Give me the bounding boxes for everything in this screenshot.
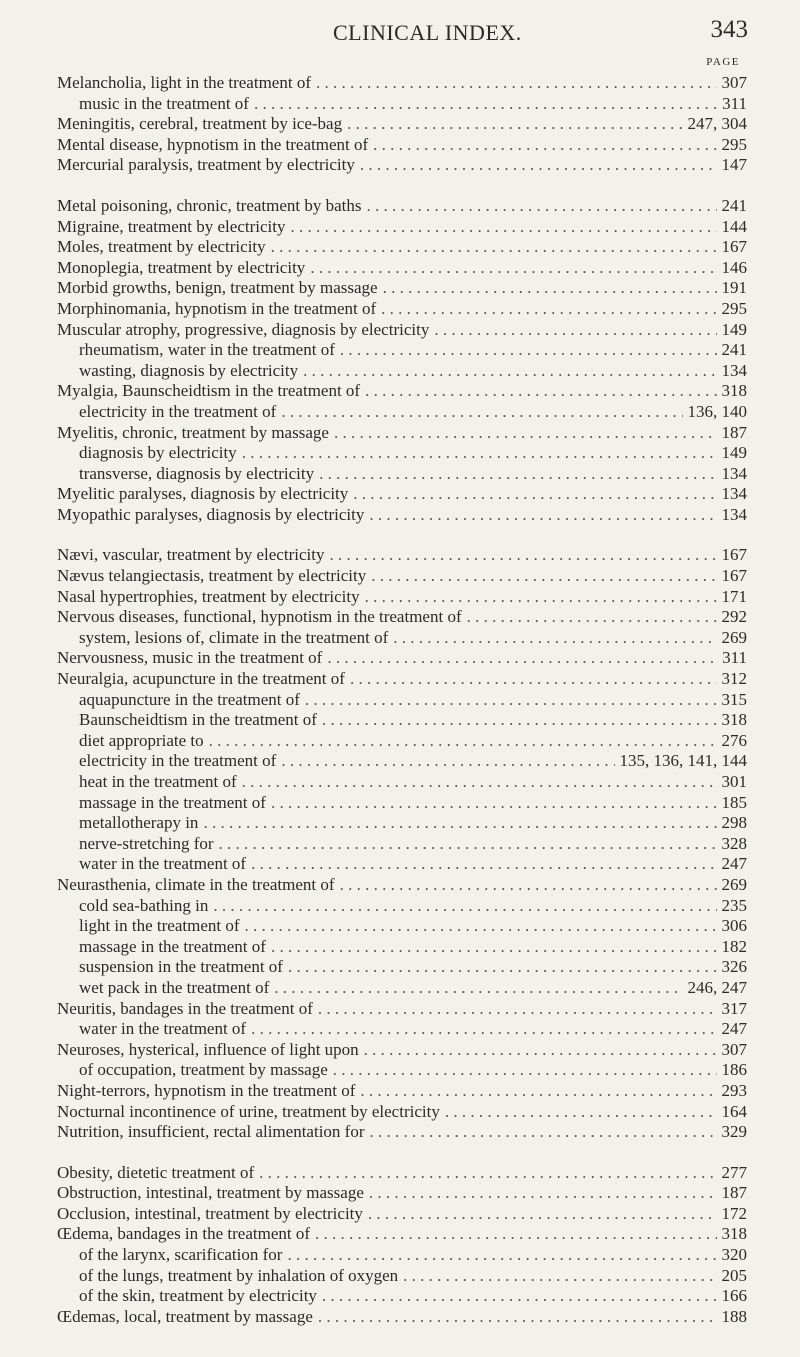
dot-leader	[242, 772, 717, 793]
index-entry	[57, 423, 747, 444]
index-subentry	[57, 772, 747, 793]
dot-leader	[287, 1245, 716, 1266]
entry-term: music in the treatment of	[79, 93, 249, 113]
entry-term: suspension in the treatment of	[79, 957, 283, 977]
dot-leader	[219, 834, 717, 855]
dot-leader	[310, 258, 716, 279]
index-entry	[57, 1163, 747, 1184]
entry-pages: 326	[721, 957, 747, 977]
dot-leader	[333, 1060, 717, 1081]
entry-pages: 187	[721, 422, 747, 442]
dot-leader	[367, 196, 717, 217]
entry-pages: 164	[721, 1101, 747, 1121]
entry-term: Œdemas, local, treatment by massage	[57, 1306, 313, 1326]
entry-pages: 171	[721, 586, 747, 606]
index-subentry	[57, 340, 747, 361]
index-subentry	[57, 94, 747, 115]
dot-leader	[318, 999, 717, 1020]
dot-leader	[290, 217, 716, 238]
entry-term: water in the treatment of	[79, 1019, 247, 1039]
index-subentry	[57, 957, 747, 978]
dot-leader	[340, 340, 717, 361]
entry-term: Nutrition, insufficient, rectal alimentation for	[57, 1122, 365, 1142]
entry-pages: 295	[721, 298, 747, 318]
entry-term: of the larynx, scarification for	[79, 1245, 283, 1265]
index-entry	[57, 999, 747, 1020]
index-subentry	[57, 937, 747, 958]
entry-pages: 149	[721, 319, 747, 339]
index-entry	[57, 196, 747, 217]
index-subentry	[57, 690, 747, 711]
entry-term: Obesity, dietetic treatment of	[57, 1162, 255, 1182]
entry-pages: 144	[721, 216, 747, 236]
entry-pages: 188	[721, 1306, 747, 1326]
index-entry	[57, 381, 747, 402]
index-entry	[57, 1204, 747, 1225]
dot-leader	[322, 710, 717, 731]
group-separator	[57, 176, 747, 196]
index-entry	[57, 587, 747, 608]
dot-leader	[271, 793, 717, 814]
dot-leader	[274, 978, 682, 999]
entry-term: Mental disease, hypnotism in the treatment of	[57, 134, 369, 154]
entry-pages: 241	[721, 195, 747, 215]
entry-pages: 277	[721, 1162, 747, 1182]
entry-term: Neuritis, bandages in the treatment of	[57, 998, 313, 1018]
dot-leader	[350, 669, 717, 690]
entry-pages: 317	[721, 998, 747, 1018]
entry-term: of occupation, treatment by massage	[79, 1060, 328, 1080]
index-subentry	[57, 793, 747, 814]
dot-leader	[370, 1122, 717, 1143]
entry-term: Meningitis, cerebral, treatment by ice-bag	[57, 114, 343, 134]
dot-leader	[360, 1081, 716, 1102]
entry-term: massage in the treatment of	[79, 792, 266, 812]
entry-pages: 247	[721, 854, 747, 874]
dot-leader	[393, 628, 716, 649]
dot-leader	[347, 114, 682, 135]
entry-pages: 134	[721, 360, 747, 380]
entry-term: transverse, diagnosis by electricity	[79, 463, 315, 483]
index-entry	[57, 1040, 747, 1061]
dot-leader	[368, 1204, 717, 1225]
entry-term: Morphinomania, hypnotism in the treatment of	[57, 298, 377, 318]
dot-leader	[213, 896, 716, 917]
entry-pages: 315	[721, 689, 747, 709]
index-entry	[57, 320, 747, 341]
dot-leader	[303, 361, 716, 382]
index-subentry	[57, 710, 747, 731]
entry-term: wasting, diagnosis by electricity	[79, 360, 299, 380]
entry-term: electricity in the treatment of	[79, 751, 277, 771]
entry-pages: 167	[721, 545, 747, 565]
entry-pages: 241	[721, 340, 747, 360]
entry-pages: 311	[722, 648, 747, 668]
index-subentry	[57, 361, 747, 382]
entry-term: of the lungs, treatment by inhalation of oxygen	[79, 1265, 399, 1285]
dot-leader	[281, 402, 682, 423]
entry-term: Nasal hypertrophies, treatment by electricity	[57, 586, 360, 606]
entry-pages: 307	[721, 1039, 747, 1059]
entry-pages: 167	[721, 237, 747, 257]
entry-pages: 149	[721, 443, 747, 463]
entry-term: Neuroses, hysterical, influence of light upon	[57, 1039, 359, 1059]
index-entry	[57, 566, 747, 587]
entry-term: Moles, treatment by electricity	[57, 237, 266, 257]
dot-leader	[254, 94, 717, 115]
index-entry	[57, 484, 747, 505]
index-entry	[57, 607, 747, 628]
entry-term: Night-terrors, hypnotism in the treatment of	[57, 1080, 356, 1100]
entry-pages: 318	[721, 381, 747, 401]
entry-pages: 298	[721, 813, 747, 833]
entry-term: Myalgia, Baunscheidtism in the treatment of	[57, 381, 361, 401]
index-entry	[57, 258, 747, 279]
entry-term: Monoplegia, treatment by electricity	[57, 257, 306, 277]
entry-term: Migraine, treatment by electricity	[57, 216, 286, 236]
entry-term: Morbid growths, benign, treatment by massage	[57, 278, 378, 298]
entry-pages: 134	[721, 463, 747, 483]
entry-term: Metal poisoning, chronic, treatment by baths	[57, 195, 362, 215]
dot-leader	[209, 731, 717, 752]
index-subentry	[57, 813, 747, 834]
dot-leader	[434, 320, 716, 341]
dot-leader	[288, 957, 717, 978]
index-entry	[57, 217, 747, 238]
entry-term: Obstruction, intestinal, treatment by massage	[57, 1183, 364, 1203]
running-title: CLINICAL INDEX.	[333, 20, 522, 45]
index-entry	[57, 875, 747, 896]
index-subentry	[57, 464, 747, 485]
entry-pages: 136, 140	[687, 401, 747, 421]
dot-leader	[365, 587, 717, 608]
index-entry	[57, 1122, 747, 1143]
entry-pages: 318	[721, 1224, 747, 1244]
entry-pages: 187	[721, 1183, 747, 1203]
entry-pages: 329	[721, 1122, 747, 1142]
entry-term: system, lesions of, climate in the treatment of	[79, 627, 389, 647]
entry-term: Baunscheidtism in the treatment of	[79, 710, 317, 730]
index-subentry	[57, 854, 747, 875]
entry-pages: 269	[721, 627, 747, 647]
entry-term: Muscular atrophy, progressive, diagnosis by electricity	[57, 319, 430, 339]
dot-leader	[319, 464, 716, 485]
index-subentry	[57, 1266, 747, 1287]
entry-pages: 135, 136, 141, 144	[619, 751, 747, 771]
index-subentry	[57, 896, 747, 917]
index-entry	[57, 669, 747, 690]
entry-term: light in the treatment of	[79, 916, 240, 936]
index-entry	[57, 1183, 747, 1204]
index-subentry	[57, 1245, 747, 1266]
dot-leader	[242, 443, 717, 464]
dot-leader	[315, 1224, 716, 1245]
dot-leader	[259, 1163, 716, 1184]
entry-term: Myopathic paralyses, diagnosis by electricity	[57, 504, 365, 524]
index-entry	[57, 135, 747, 156]
entry-term: Nervousness, music in the treatment of	[57, 648, 323, 668]
dot-leader	[329, 545, 716, 566]
dot-leader	[445, 1102, 717, 1123]
dot-leader	[316, 73, 717, 94]
entry-term: electricity in the treatment of	[79, 401, 277, 421]
page-number: 343	[710, 16, 748, 43]
entry-term: diagnosis by electricity	[79, 443, 237, 463]
dot-leader	[318, 1307, 717, 1328]
entry-term: cold sea-bathing in	[79, 895, 209, 915]
page-column-label: PAGE	[706, 56, 740, 68]
dot-leader	[369, 1183, 717, 1204]
index-subentry	[57, 1286, 747, 1307]
dot-leader	[322, 1286, 717, 1307]
index-subentry	[57, 751, 747, 772]
entry-term: massage in the treatment of	[79, 936, 266, 956]
dot-leader	[369, 505, 716, 526]
group-separator	[57, 525, 747, 545]
entry-term: Mercurial paralysis, treatment by electricity	[57, 155, 355, 175]
page-header	[0, 14, 800, 50]
entry-term: Myelitis, chronic, treatment by massage	[57, 422, 329, 442]
index-entry	[57, 73, 747, 94]
entry-pages: 167	[721, 566, 747, 586]
dot-leader	[327, 648, 717, 669]
index-subentry	[57, 834, 747, 855]
entry-pages: 146	[721, 257, 747, 277]
entry-pages: 318	[721, 710, 747, 730]
entry-pages: 166	[721, 1286, 747, 1306]
index-subentry	[57, 443, 747, 464]
entry-pages: 235	[721, 895, 747, 915]
entry-pages: 247	[721, 1019, 747, 1039]
dot-leader	[371, 566, 716, 587]
entry-pages: 247, 304	[687, 114, 747, 134]
entry-pages: 276	[721, 730, 747, 750]
entry-pages: 328	[721, 833, 747, 853]
entry-term: diet appropriate to	[79, 730, 204, 750]
entry-pages: 182	[721, 936, 747, 956]
entry-term: wet pack in the treatment of	[79, 977, 270, 997]
dot-leader	[353, 484, 716, 505]
entry-term: Myelitic paralyses, diagnosis by electricity	[57, 484, 349, 504]
entry-term: Melancholia, light in the treatment of	[57, 73, 311, 92]
index-subentry	[57, 731, 747, 752]
entry-pages: 320	[721, 1245, 747, 1265]
entry-pages: 147	[721, 155, 747, 175]
entry-pages: 172	[721, 1203, 747, 1223]
index-subentry	[57, 1019, 747, 1040]
entry-pages: 293	[721, 1080, 747, 1100]
index-entry	[57, 114, 747, 135]
dot-leader	[251, 854, 716, 875]
index-subentry	[57, 916, 747, 937]
dot-leader	[360, 155, 717, 176]
index-list	[57, 73, 747, 1327]
dot-leader	[381, 299, 716, 320]
index-entry	[57, 155, 747, 176]
index-entry	[57, 1224, 747, 1245]
index-subentry	[57, 402, 747, 423]
dot-leader	[365, 381, 716, 402]
dot-leader	[364, 1040, 717, 1061]
dot-leader	[271, 237, 717, 258]
entry-pages: 134	[721, 504, 747, 524]
index-subentry	[57, 978, 747, 999]
dot-leader	[373, 135, 716, 156]
entry-pages: 205	[721, 1265, 747, 1285]
dot-leader	[334, 423, 717, 444]
dot-leader	[340, 875, 717, 896]
dot-leader	[245, 916, 717, 937]
entry-pages: 191	[721, 278, 747, 298]
entry-term: aquapuncture in the treatment of	[79, 689, 300, 709]
entry-pages: 134	[721, 484, 747, 504]
dot-leader	[305, 690, 717, 711]
dot-leader	[251, 1019, 716, 1040]
entry-term: metallotherapy in	[79, 813, 199, 833]
entry-pages: 292	[721, 607, 747, 627]
entry-term: rheumatism, water in the treatment of	[79, 340, 335, 360]
entry-term: Nævus telangiectasis, treatment by electricity	[57, 566, 367, 586]
entry-pages: 185	[721, 792, 747, 812]
entry-term: of the skin, treatment by electricity	[79, 1286, 317, 1306]
dot-leader	[281, 751, 614, 772]
entry-pages: 312	[721, 669, 747, 689]
entry-pages: 306	[721, 916, 747, 936]
index-entry	[57, 278, 747, 299]
index-entry	[57, 299, 747, 320]
dot-leader	[271, 937, 717, 958]
index-entry	[57, 1307, 747, 1328]
entry-term: Nervous diseases, functional, hypnotism in the treatment of	[57, 607, 462, 627]
group-separator	[57, 1143, 747, 1163]
entry-pages: 246, 247	[687, 977, 747, 997]
index-entry	[57, 505, 747, 526]
entry-term: Œdema, bandages in the treatment of	[57, 1224, 311, 1244]
entry-term: Nævi, vascular, treatment by electricity	[57, 545, 325, 565]
entry-term: Neurasthenia, climate in the treatment of	[57, 874, 335, 894]
entry-term: water in the treatment of	[79, 854, 247, 874]
dot-leader	[467, 607, 717, 628]
entry-term: nerve-stretching for	[79, 833, 214, 853]
dot-leader	[383, 278, 717, 299]
entry-term: Neuralgia, acupuncture in the treatment of	[57, 669, 345, 689]
index-entry	[57, 545, 747, 566]
index-subentry	[57, 1060, 747, 1081]
entry-pages: 269	[721, 874, 747, 894]
entry-term: Nocturnal incontinence of urine, treatment by electricity	[57, 1101, 440, 1121]
entry-pages: 311	[722, 93, 747, 113]
index-entry	[57, 648, 747, 669]
index-entry	[57, 1081, 747, 1102]
entry-pages: 301	[721, 772, 747, 791]
dot-leader	[403, 1266, 716, 1287]
index-entry	[57, 237, 747, 258]
dot-leader	[203, 813, 716, 834]
index-subentry	[57, 628, 747, 649]
index-entry	[57, 1102, 747, 1123]
entry-term: Occlusion, intestinal, treatment by electricity	[57, 1203, 363, 1223]
entry-pages: 186	[721, 1060, 747, 1080]
entry-pages: 295	[721, 134, 747, 154]
entry-pages: 307	[721, 73, 747, 92]
entry-term: heat in the treatment of	[79, 772, 237, 791]
